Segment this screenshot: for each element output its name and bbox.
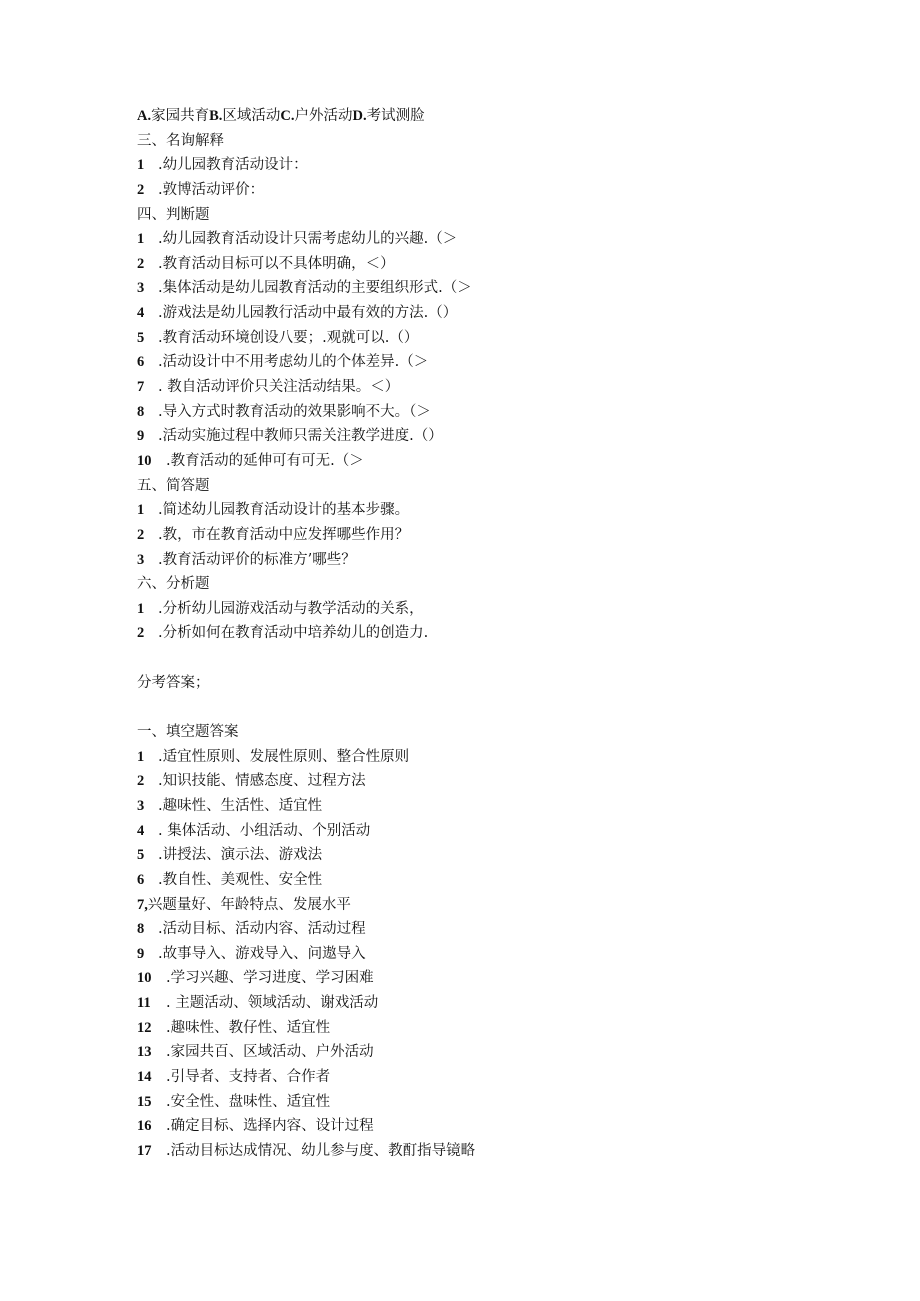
item-text: .集体活动是幼儿园教育活动的主要组织形式.（＞ xyxy=(158,280,472,297)
item-text: .活动目标、活动内容、活动过程 xyxy=(158,921,366,938)
section-heading: 五、简答题 xyxy=(137,477,210,494)
item-number: 8 xyxy=(137,921,145,938)
document-page xyxy=(137,104,857,1164)
item-number: 3 xyxy=(137,797,145,814)
item-number: 6 xyxy=(137,354,145,371)
item-text: .教，市在教育活动中应发挥哪些作用？ xyxy=(158,526,410,543)
list-item xyxy=(137,227,857,252)
item-number: 4 xyxy=(137,305,145,322)
item-number: 1 xyxy=(137,502,145,519)
item-number: 5 xyxy=(137,329,145,346)
list-item xyxy=(137,548,857,573)
section-heading: 四、判断题 xyxy=(137,206,210,223)
item-number: 3 xyxy=(137,280,145,297)
list-item xyxy=(137,276,857,301)
item-text: .游戏法是幼儿园教行活动中最有效的方法.（） xyxy=(158,305,458,322)
list-item xyxy=(137,153,857,178)
item-number: 5 xyxy=(137,847,145,864)
list-item xyxy=(137,326,857,351)
item-text: .分析幼儿园游戏活动与教学活动的关系， xyxy=(158,600,424,617)
option-b-label: B. xyxy=(209,108,223,124)
answer-item xyxy=(137,769,857,794)
option-d-text: 考试测脸 xyxy=(366,108,425,124)
answer-item xyxy=(137,745,857,770)
item-number: 17 xyxy=(137,1142,152,1159)
answer-item xyxy=(137,917,857,942)
answer-item xyxy=(137,1139,857,1164)
item-number: 16 xyxy=(137,1118,152,1135)
answer-item xyxy=(137,868,857,893)
list-item xyxy=(137,400,857,425)
list-item xyxy=(137,252,857,277)
answer-item xyxy=(137,942,857,967)
item-number: 10 xyxy=(137,970,152,987)
option-b-text: 区域活动 xyxy=(222,108,281,124)
item-number: 14 xyxy=(137,1068,152,1085)
item-text: .适宜性原则、发展性原则、整合性原则 xyxy=(158,748,410,765)
list-item xyxy=(137,301,857,326)
option-d-label: D. xyxy=(352,108,367,124)
item-number: 1 xyxy=(137,600,145,617)
answer-item xyxy=(137,893,857,918)
item-text: .分析如何在教育活动中培养幼儿的创造力. xyxy=(158,625,429,642)
item-number: 1 xyxy=(137,748,145,765)
item-text: .教育活动的延伸可有可无.（＞ xyxy=(166,452,364,469)
answer-item xyxy=(137,819,857,844)
answer-item xyxy=(137,1040,857,1065)
item-text: .活动目标达成情况、幼儿参与度、教酊指导镜略 xyxy=(166,1142,476,1159)
item-text: .教育活动评价的标准方’哪些？ xyxy=(158,551,356,568)
item-text: . 集体活动、小组活动、个别活动 xyxy=(158,822,371,839)
item-number: 9 xyxy=(137,945,145,962)
item-text: .导入方式时教育活动的效果影响不大。（＞ xyxy=(158,403,431,420)
list-item xyxy=(137,350,857,375)
item-text: .趣味性、教仔性、适宜性 xyxy=(166,1019,331,1036)
item-text: .幼儿园教育活动设计只需考虑幼儿的兴趣.（＞ xyxy=(158,231,458,248)
section-heading: 一、填空题答案 xyxy=(137,724,239,741)
section-heading: 三、名询解释 xyxy=(137,132,224,149)
item-text: .教育活动环境创设八要；.观就可以.（） xyxy=(158,329,419,346)
list-item xyxy=(137,621,857,646)
item-number: 2 xyxy=(137,773,145,790)
item-text: .趣味性、生活性、适宜性 xyxy=(158,797,323,814)
item-text: .引导者、支持者、合作者 xyxy=(166,1068,331,1085)
item-number: 13 xyxy=(137,1044,152,1061)
list-item xyxy=(137,597,857,622)
section-heading: 六、分析题 xyxy=(137,576,210,593)
answer-item xyxy=(137,966,857,991)
answer-item xyxy=(137,843,857,868)
item-number: 9 xyxy=(137,428,145,445)
item-number: 8 xyxy=(137,403,145,420)
item-number: 7, xyxy=(137,896,148,913)
item-text: .活动设计中不用考虑幼儿的个体差异.（＞ xyxy=(158,354,429,371)
item-text: .敦博活动评价： xyxy=(158,181,265,198)
list-item xyxy=(137,498,857,523)
list-item xyxy=(137,424,857,449)
answer-item xyxy=(137,1090,857,1115)
item-number: 1 xyxy=(137,231,145,248)
item-number: 4 xyxy=(137,822,145,839)
item-text: . 主题活动、领域活动、谢戏活动 xyxy=(166,995,379,1012)
item-text: .故事导入、游戏导入、问遨导入 xyxy=(158,945,366,962)
answer-item xyxy=(137,1016,857,1041)
item-text: .确定目标、选择内容、设计过程 xyxy=(166,1118,374,1135)
item-text: .简述幼儿园教育活动设计的基本步骤。 xyxy=(158,502,410,519)
answer-item xyxy=(137,991,857,1016)
option-c-text: 户外活动 xyxy=(294,108,353,124)
list-item xyxy=(137,375,857,400)
item-number: 3 xyxy=(137,551,145,568)
item-number: 2 xyxy=(137,625,145,642)
answer-item xyxy=(137,1065,857,1090)
item-number: 12 xyxy=(137,1019,152,1036)
item-number: 15 xyxy=(137,1093,152,1110)
item-number: 11 xyxy=(137,995,151,1012)
spacer xyxy=(137,695,857,720)
item-number: 7 xyxy=(137,379,145,396)
item-text: 兴题量好、年龄特点、发展水平 xyxy=(147,896,351,913)
answers-title: 分考答案； xyxy=(137,674,210,691)
option-a-text: 家园共育 xyxy=(151,108,210,124)
list-item xyxy=(137,178,857,203)
list-item xyxy=(137,523,857,548)
answer-item xyxy=(137,794,857,819)
list-item xyxy=(137,449,857,474)
item-text: .学习兴趣、学习进度、学习困难 xyxy=(166,970,374,987)
spacer xyxy=(137,646,857,671)
item-text: .家园共百、区域活动、户外活动 xyxy=(166,1044,374,1061)
item-text: . 教自活动评价只关注活动结果。＜） xyxy=(158,379,400,396)
option-a-label: A. xyxy=(137,108,152,124)
item-number: 2 xyxy=(137,526,145,543)
item-number: 10 xyxy=(137,452,152,469)
item-text: .教育活动目标可以不具体明确，＜） xyxy=(158,255,395,272)
item-text: .知识技能、情感态度、过程方法 xyxy=(158,773,366,790)
item-text: .讲授法、演示法、游戏法 xyxy=(158,847,323,864)
options-line xyxy=(137,104,857,129)
item-number: 1 xyxy=(137,157,145,174)
item-text: .安全性、盘味性、适宜性 xyxy=(166,1093,331,1110)
item-number: 2 xyxy=(137,181,145,198)
item-number: 6 xyxy=(137,871,145,888)
item-text: .教自性、美观性、安全性 xyxy=(158,871,323,888)
item-text: .活动实施过程中教师只需关注教学进度.（） xyxy=(158,428,443,445)
answer-item xyxy=(137,1114,857,1139)
item-number: 2 xyxy=(137,255,145,272)
item-text: .幼儿园教育活动设计： xyxy=(158,157,308,174)
option-c-label: C. xyxy=(280,108,295,124)
